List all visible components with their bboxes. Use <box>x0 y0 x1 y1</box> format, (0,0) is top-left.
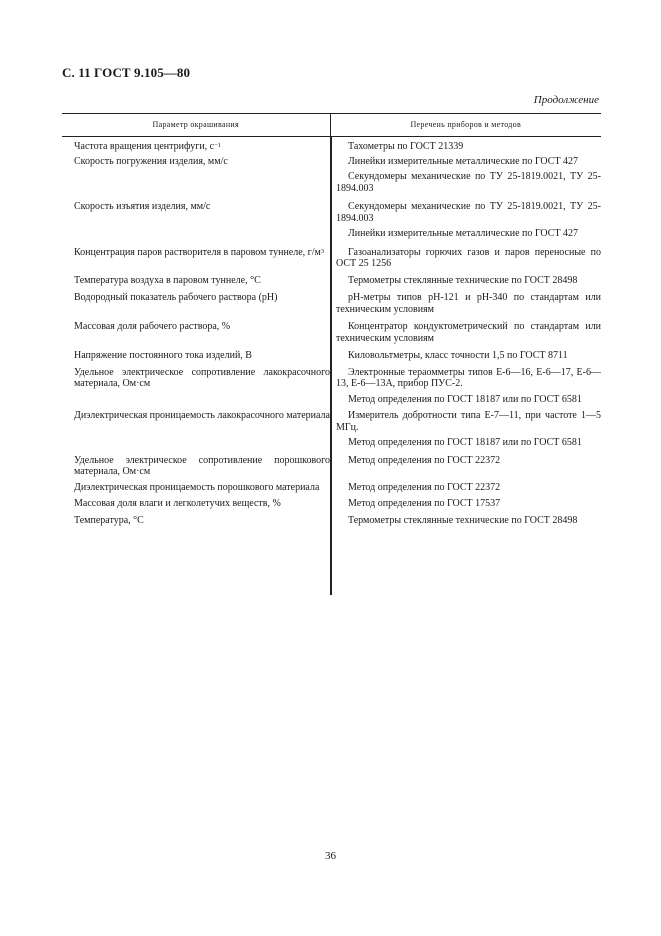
device-entry: Газоанализаторы горючих газов и паров переносные по ОСТ 25 1256 <box>336 246 601 269</box>
device-entry: Метод определения по ГОСТ 18187 или по ГОСТ 6581 <box>348 393 582 405</box>
table-row <box>62 247 601 270</box>
devices-cell <box>330 321 601 344</box>
parameter-cell: Массовая доля влаги и легколетучих веществ, % <box>74 498 281 509</box>
device-entry: Измеритель добротности типа Е-7—11, при частоте 1—5 МГц. <box>336 410 601 433</box>
device-entry: рН-метры типов рН-121 и рН-340 по стандартам или техническим условиям <box>336 292 601 315</box>
parameter-cell: Температура, °С <box>74 514 144 526</box>
devices-cell <box>330 515 601 527</box>
table-row <box>62 515 601 527</box>
parameter-cell: Удельное электрическое сопротивление лакокрасочного материала, Ом·см <box>74 366 330 389</box>
device-entry: Концентратор кондуктометрический по стандартам или техническим условиям <box>336 321 601 344</box>
table-row <box>62 455 601 478</box>
table-row <box>62 156 601 195</box>
devices-cell <box>330 482 601 494</box>
parameter-cell: Скорость изъятия изделия, мм/с <box>74 201 211 212</box>
devices-cell <box>330 455 601 478</box>
table-row <box>62 141 601 153</box>
table-body <box>62 137 601 526</box>
device-entry: Термометры стеклянные технические по ГОСТ 28498 <box>348 514 578 526</box>
device-entry: Тахометры по ГОСТ 21339 <box>348 141 464 152</box>
device-entry: Термометры стеклянные технические по ГОСТ 28498 <box>348 274 578 286</box>
device-entry: Метод определения по ГОСТ 18187 или по ГОСТ 6581 <box>348 437 582 448</box>
devices-cell <box>330 367 601 406</box>
parameter-cell: Диэлектрическая проницаемость лакокрасочного материала <box>74 410 330 421</box>
device-entry: Метод определения по ГОСТ 17537 <box>348 498 501 509</box>
device-entry: Электронные тераомметры типов Е-6—16, Е-6—17, Е-6—13, Е-6—13А, прибор ПУС-2. <box>336 366 601 389</box>
continuation-label: Продолжение <box>533 94 599 106</box>
device-entry: Секундомеры механические по ТУ 25-1819.0021, ТУ 25-1894.003 <box>336 201 601 224</box>
page-header-title: С. 11 ГОСТ 9.105—80 <box>62 65 191 80</box>
header-devices: Перечень приборов и методов <box>330 114 602 136</box>
table-row <box>62 350 601 362</box>
device-entry: Секундомеры механические по ТУ 25-1819.0021, ТУ 25-1894.003 <box>336 171 601 194</box>
device-entry: Метод определения по ГОСТ 22372 <box>348 481 501 493</box>
devices-cell <box>330 498 601 510</box>
parameters-table <box>62 113 601 526</box>
parameter-cell: Температура воздуха в паровом туннеле, °С <box>74 274 261 286</box>
parameter-cell: Напряжение постоянного тока изделий, В <box>74 350 252 361</box>
table-row <box>62 321 601 344</box>
devices-cell <box>330 141 601 153</box>
header-parameter: Параметр окрашивания <box>152 120 239 130</box>
devices-cell <box>330 156 601 195</box>
parameter-cell: Удельное электрическое сопротивление порошкового материала, Ом·см <box>74 454 330 477</box>
device-entry: Линейки измерительные металлические по ГОСТ 427 <box>348 228 579 239</box>
device-entry: Метод определения по ГОСТ 22372 <box>348 454 501 466</box>
devices-cell <box>330 201 601 240</box>
parameter-cell: Диэлектрическая проницаемость порошкового материала <box>74 481 320 493</box>
parameter-cell: Частота вращения центрифуги, $с^{-1}$ <box>74 141 222 152</box>
table-row <box>62 201 601 240</box>
devices-cell <box>330 247 601 270</box>
devices-cell <box>330 350 601 362</box>
parameter-cell: Водородный показатель рабочего раствора (рН) <box>74 292 278 303</box>
devices-cell <box>330 410 601 449</box>
page-number: 36 <box>325 850 336 862</box>
table-row <box>62 292 601 315</box>
table-row <box>62 367 601 406</box>
table-row <box>62 498 601 510</box>
parameter-cell: Концентрация паров растворителя в паровом туннеле, $г/м^3$ <box>74 246 325 258</box>
devices-cell <box>330 292 601 315</box>
table-row <box>62 275 601 287</box>
device-entry: Киловольтметры, класс точности 1,5 по ГОСТ 8711 <box>348 350 568 361</box>
device-entry: Линейки измерительные металлические по ГОСТ 427 <box>348 155 579 167</box>
parameter-cell: Скорость погружения изделия, мм/с <box>74 155 228 167</box>
parameter-cell: Массовая доля рабочего раствора, % <box>74 321 231 332</box>
table-row <box>62 482 601 494</box>
table-row <box>62 410 601 449</box>
table-header <box>62 113 601 137</box>
devices-cell <box>330 275 601 287</box>
